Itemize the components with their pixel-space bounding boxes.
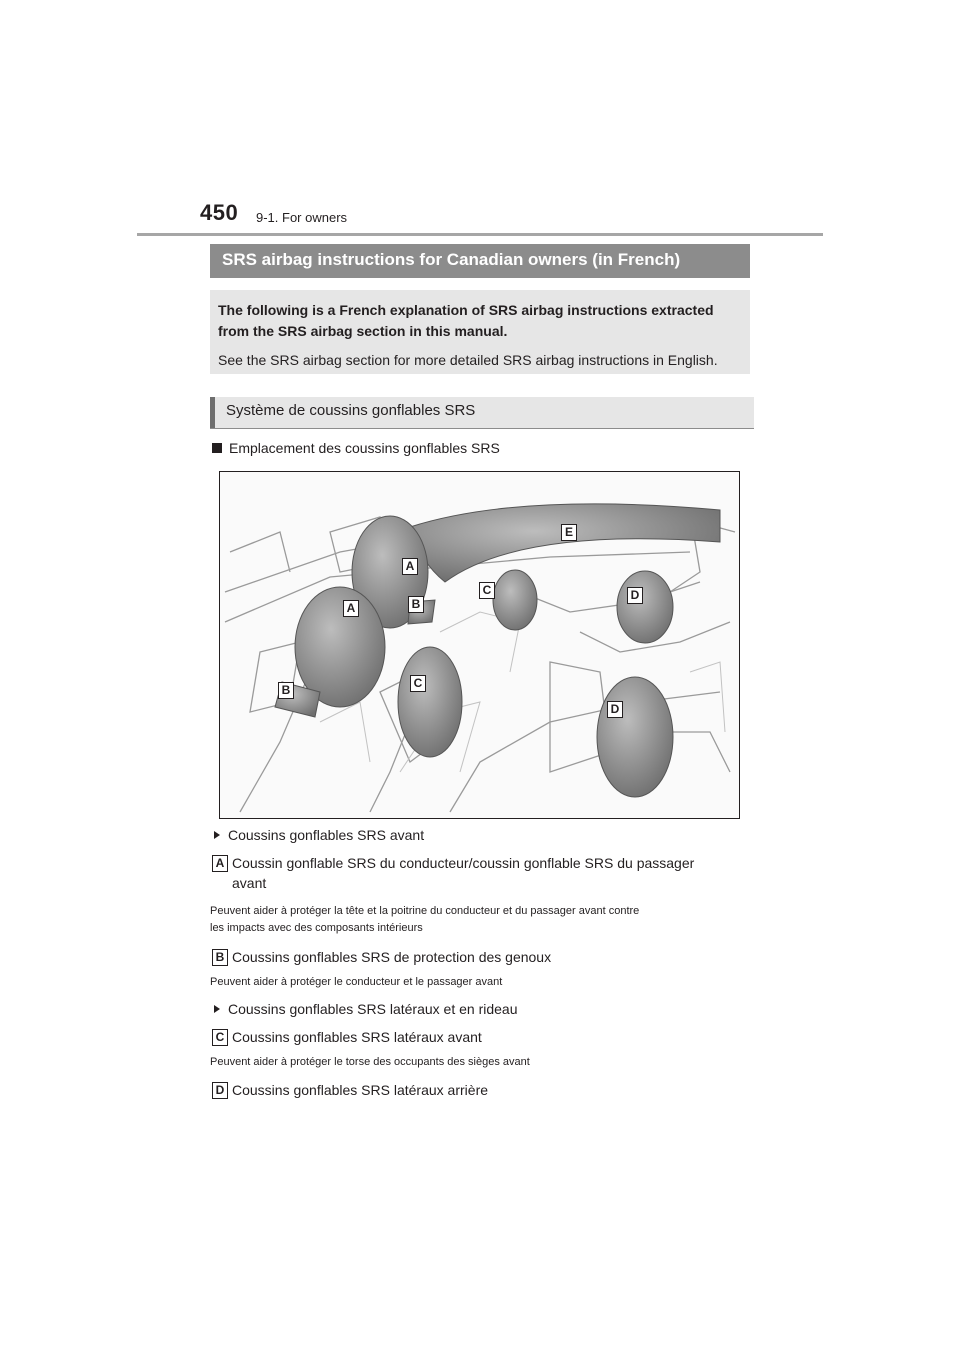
section-reference: 9-1. For owners	[256, 210, 348, 225]
figure-label-c-upper: C	[479, 582, 495, 599]
marker-b: B	[212, 949, 228, 966]
triangle-bullet-icon	[214, 1005, 220, 1013]
figure-label-a-upper: A	[402, 558, 418, 575]
airbag-location-illustration	[219, 471, 740, 819]
item-a-description	[210, 903, 639, 937]
item-a-desc-line-2: les impacts avec des composants intérieurs	[210, 922, 423, 934]
intro-line-2: from the SRS airbag section in this manual.	[218, 323, 508, 339]
side-curtain-airbags-bullet	[214, 999, 518, 1019]
car-interior-drawing	[220, 472, 739, 818]
figure-label-a-lower: A	[343, 600, 359, 617]
marker-d: D	[212, 1082, 228, 1099]
item-c-description: Peuvent aider à protéger le torse des occupants des sièges avant	[210, 1056, 530, 1068]
page-number: 450	[200, 200, 239, 225]
figure-label-b-upper: B	[408, 596, 424, 613]
square-bullet-icon	[212, 443, 222, 453]
figure-label-d-upper: D	[627, 587, 643, 604]
triangle-bullet-icon	[214, 831, 220, 839]
figure-label-b-lower: B	[278, 682, 294, 699]
item-a-desc-line-1: Peuvent aider à protéger la tête et la poitrine du conducteur et du passager avant contre	[210, 905, 640, 917]
marker-c: C	[212, 1029, 228, 1046]
item-b-description: Peuvent aider à protéger le conducteur et le passager avant	[210, 976, 503, 988]
front-airbags-bullet-text: Coussins gonflables SRS avant	[228, 827, 425, 843]
marker-a: A	[212, 855, 228, 872]
figure-label-d-lower: D	[607, 701, 623, 718]
item-d-text: Coussins gonflables SRS latéraux arrière	[232, 1082, 489, 1098]
side-curtain-airbags-bullet-text: Coussins gonflables SRS latéraux et en rideau	[228, 1001, 518, 1017]
item-a-line-2: avant	[232, 875, 267, 891]
item-a-line-1: Coussin gonflable SRS du conducteur/coussin gonflable SRS du passager	[232, 855, 695, 871]
item-b-text: Coussins gonflables SRS de protection des genoux	[232, 949, 552, 965]
intro-line-3: See the SRS airbag section for more detailed SRS airbag instructions in English.	[218, 352, 718, 368]
front-airbags-bullet	[214, 825, 424, 845]
airbag-location-heading-text: Emplacement des coussins gonflables SRS	[229, 440, 500, 456]
item-a-text	[232, 853, 694, 893]
figure-label-c-lower: C	[410, 675, 426, 692]
intro-box	[210, 290, 750, 374]
item-c-text: Coussins gonflables SRS latéraux avant	[232, 1029, 482, 1045]
header-divider	[137, 233, 823, 236]
airbag-location-heading	[212, 440, 500, 456]
section-title: SRS airbag instructions for Canadian owners (in French)	[210, 244, 750, 278]
intro-line-1: The following is a French explanation of SRS airbag instructions extracted	[218, 302, 714, 318]
figure-label-e: E	[561, 524, 577, 541]
subsection-title: Système de coussins gonflables SRS	[210, 397, 754, 429]
